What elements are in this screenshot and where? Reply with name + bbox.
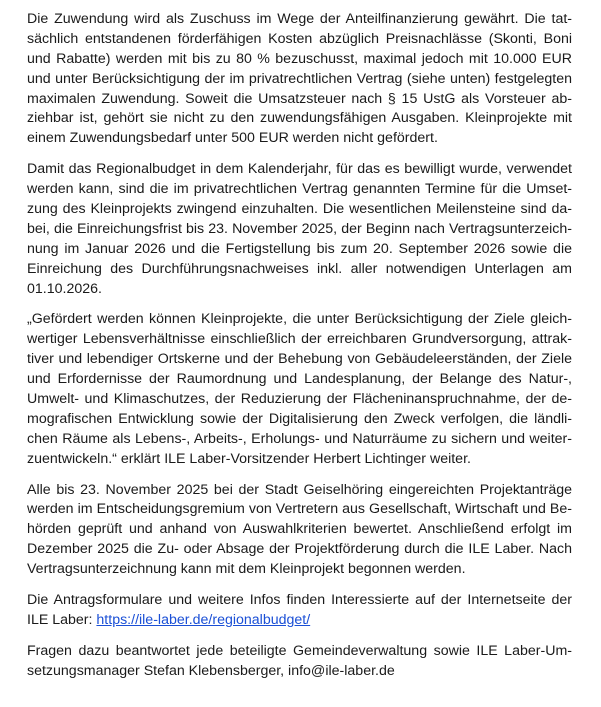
text-line: bei, die Einreichungsfrist bis 23. November 2025, der Beginn nach Vertragsunterzeich- — [27, 220, 572, 237]
text-line: zung des Kleinprojekts zwingend einzuhalten. Die wesentlichen Meilensteine sind da- — [27, 201, 572, 218]
text-line: maximalen Zuwendung. Soweit die Umsatzsteuer nach § 15 UstG als Vorsteuer ab- — [27, 90, 572, 107]
regionalbudget-link[interactable]: https://ile-laber.de/regionalbudget/ — [96, 611, 311, 628]
paragraph-deadlines — [27, 160, 572, 299]
text-line: chen Räume als Lebens-, Arbeits-, Erholungs- und Naturräume zu sichern und weiter- — [27, 430, 572, 447]
text-line: werden im Entscheidungsgremium von Vertretern aus Gesellschaft, Wirtschaft und Be- — [27, 501, 572, 518]
text-line: werden kann, sind die im privatrechtlichen Vertrag genannten Termine für die Umset- — [27, 181, 572, 198]
text-line: mografischen Entwicklung sowie der Digitalisierung den Zweck verfolgen, die ländli- — [27, 410, 572, 427]
text-line: Vertragsunterzeichnung kann mit dem Kleinprojekt begonnen werden. — [27, 561, 466, 578]
paragraph-evaluation — [27, 481, 572, 580]
paragraph-quote — [27, 310, 572, 469]
text-line: Damit das Regionalbudget in dem Kalenderjahr, für das es bewilligt wurde, verwendet — [27, 161, 572, 178]
paragraph-forms — [27, 591, 572, 631]
text-line: tiver und lebendiger Ortskerne und der Behebung von Gebäudeleerständen, der Ziele — [27, 351, 572, 368]
paragraph-contact — [27, 642, 572, 682]
text-line: Alle bis 23. November 2025 bei der Stadt Geiselhöring eingereichten Projektanträge — [27, 481, 572, 498]
text-line: sächlich entstandenen förderfähigen Kosten abzüglich Preisnachlässe (Skonti, Boni — [27, 30, 572, 47]
document-body — [27, 10, 572, 693]
text-line: einem Zuwendungsbedarf unter 500 EUR werden nicht gefördert. — [27, 130, 438, 147]
text-line: Die Zuwendung wird als Zuschuss im Wege der Anteilfinanzierung gewährt. Die tat- — [27, 11, 572, 27]
text-line: und Erfordernisse der Raumordnung und Landesplanung, der Belange des Natur-, — [27, 371, 572, 388]
link-prefix: ILE Laber: — [27, 611, 97, 628]
text-line: nung im Januar 2026 und die Fertigstellung bis zum 20. September 2026 sowie die — [27, 240, 572, 257]
text-line: „Gefördert werden können Kleinprojekte, die unter Berücksichtigung der Ziele gleich- — [27, 311, 572, 328]
text-line: Die Antragsformulare und weitere Infos finden Interessierte auf der Internetseite der — [27, 592, 572, 609]
text-line: und Rabatte) werden mit bis zu 80 % bezuschusst, maximal jedoch mit 10.000 EUR — [27, 50, 572, 67]
text-line: Fragen dazu beantwortet jede beteiligte Gemeindeverwaltung sowie ILE Laber-Um- — [27, 642, 572, 659]
text-line: und unter Berücksichtigung der im privatrechtlichen Vertrag (siehe unten) festgelegten — [27, 70, 572, 87]
text-line: 01.10.2026. — [27, 280, 102, 297]
text-line: zuentwickeln.“ erklärt ILE Laber-Vorsitzender Herbert Lichtinger weiter. — [27, 450, 471, 467]
text-line — [27, 611, 572, 631]
text-line: hörden geprüft und anhand von Auswahlkriterien bewertet. Anschließend erfolgt im — [27, 521, 572, 538]
paragraph-funding — [27, 10, 572, 149]
text-line: setzungsmanager Stefan Klebensberger, info@ile-laber.de — [27, 662, 395, 679]
text-line: Einreichung des Durchführungsnachweises inkl. aller notwendigen Unterlagen am — [27, 260, 572, 277]
text-line: ziehbar ist, gehört sie nicht zu den zuwendungsfähigen Ausgaben. Kleinprojekte mit — [27, 110, 572, 127]
text-line: wertiger Lebensverhältnisse einschließlich der erreichbaren Grundversorgung, attrak- — [27, 331, 572, 348]
text-line: Dezember 2025 die Zu- oder Absage der Projektförderung durch die ILE Laber. Nach — [27, 541, 572, 558]
text-line: Umwelt- und Klimaschutzes, der Reduzierung der Flächeninanspruchnahme, der de- — [27, 391, 572, 408]
